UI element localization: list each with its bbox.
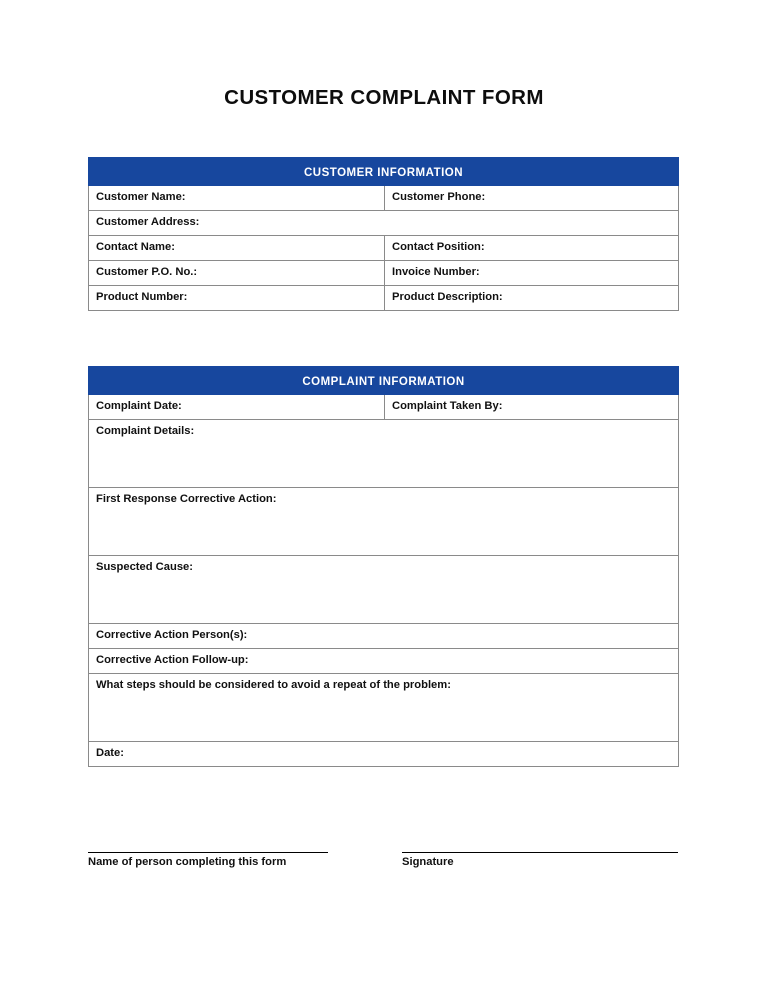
field-corrective-action-persons[interactable] xyxy=(89,624,679,649)
customer-information-table xyxy=(88,157,679,311)
field-contact-name[interactable] xyxy=(89,236,385,261)
table-row xyxy=(89,186,679,211)
field-label: Product Number: xyxy=(96,291,188,303)
section-header-label: COMPLAINT INFORMATION xyxy=(302,375,465,388)
field-label: Suspected Cause: xyxy=(96,561,193,573)
field-label: What steps should be considered to avoid a repeat of the problem: xyxy=(96,679,451,691)
table-row xyxy=(89,674,679,742)
field-customer-po-no[interactable] xyxy=(89,261,385,286)
field-product-description[interactable] xyxy=(385,286,679,311)
field-label: Date: xyxy=(96,747,124,759)
name-signature-field[interactable] xyxy=(88,852,328,868)
table-row xyxy=(89,420,679,488)
field-label: Product Description: xyxy=(392,291,503,303)
field-date[interactable] xyxy=(89,742,679,767)
table-row xyxy=(89,395,679,420)
field-label: Corrective Action Follow-up: xyxy=(96,654,249,666)
field-label: First Response Corrective Action: xyxy=(96,493,277,505)
field-customer-address[interactable] xyxy=(89,211,679,236)
field-label: Invoice Number: xyxy=(392,266,480,278)
field-first-response-corrective-action[interactable] xyxy=(89,488,679,556)
field-label: Contact Position: xyxy=(392,241,485,253)
table-row xyxy=(89,742,679,767)
field-product-number[interactable] xyxy=(89,286,385,311)
field-steps-to-avoid-repeat[interactable] xyxy=(89,674,679,742)
field-label: Customer Phone: xyxy=(392,191,486,203)
field-label: Complaint Details: xyxy=(96,425,195,437)
section-header-complaint-information xyxy=(89,367,679,395)
table-row xyxy=(89,649,679,674)
field-label: Customer P.O. No.: xyxy=(96,266,198,278)
field-label: Complaint Date: xyxy=(96,400,182,412)
field-label: Complaint Taken By: xyxy=(392,400,503,412)
table-row xyxy=(89,261,679,286)
field-label: Customer Name: xyxy=(96,191,186,203)
table-row xyxy=(89,624,679,649)
field-complaint-details[interactable] xyxy=(89,420,679,488)
table-row xyxy=(89,236,679,261)
field-customer-phone[interactable] xyxy=(385,186,679,211)
table-row xyxy=(89,286,679,311)
name-signature-caption: Name of person completing this form xyxy=(88,856,287,868)
section-header-label: CUSTOMER INFORMATION xyxy=(303,166,464,179)
field-suspected-cause[interactable] xyxy=(89,556,679,624)
section-header-customer-information xyxy=(89,158,679,186)
signature-caption: Signature xyxy=(402,856,454,868)
complaint-information-table xyxy=(88,366,679,767)
field-contact-position[interactable] xyxy=(385,236,679,261)
field-complaint-date[interactable] xyxy=(89,395,385,420)
signature-block xyxy=(88,852,678,892)
section-header-cell xyxy=(89,158,679,186)
section-header-cell xyxy=(89,367,679,395)
table-row xyxy=(89,211,679,236)
page-title: CUSTOMER COMPLAINT FORM xyxy=(224,86,544,109)
table-row xyxy=(89,556,679,624)
signature-field[interactable] xyxy=(402,852,678,868)
field-label: Corrective Action Person(s): xyxy=(96,629,248,641)
field-label: Contact Name: xyxy=(96,241,175,253)
field-complaint-taken-by[interactable] xyxy=(385,395,679,420)
field-corrective-action-follow-up[interactable] xyxy=(89,649,679,674)
field-invoice-number[interactable] xyxy=(385,261,679,286)
field-label: Customer Address: xyxy=(96,216,200,228)
field-customer-name[interactable] xyxy=(89,186,385,211)
table-row xyxy=(89,488,679,556)
